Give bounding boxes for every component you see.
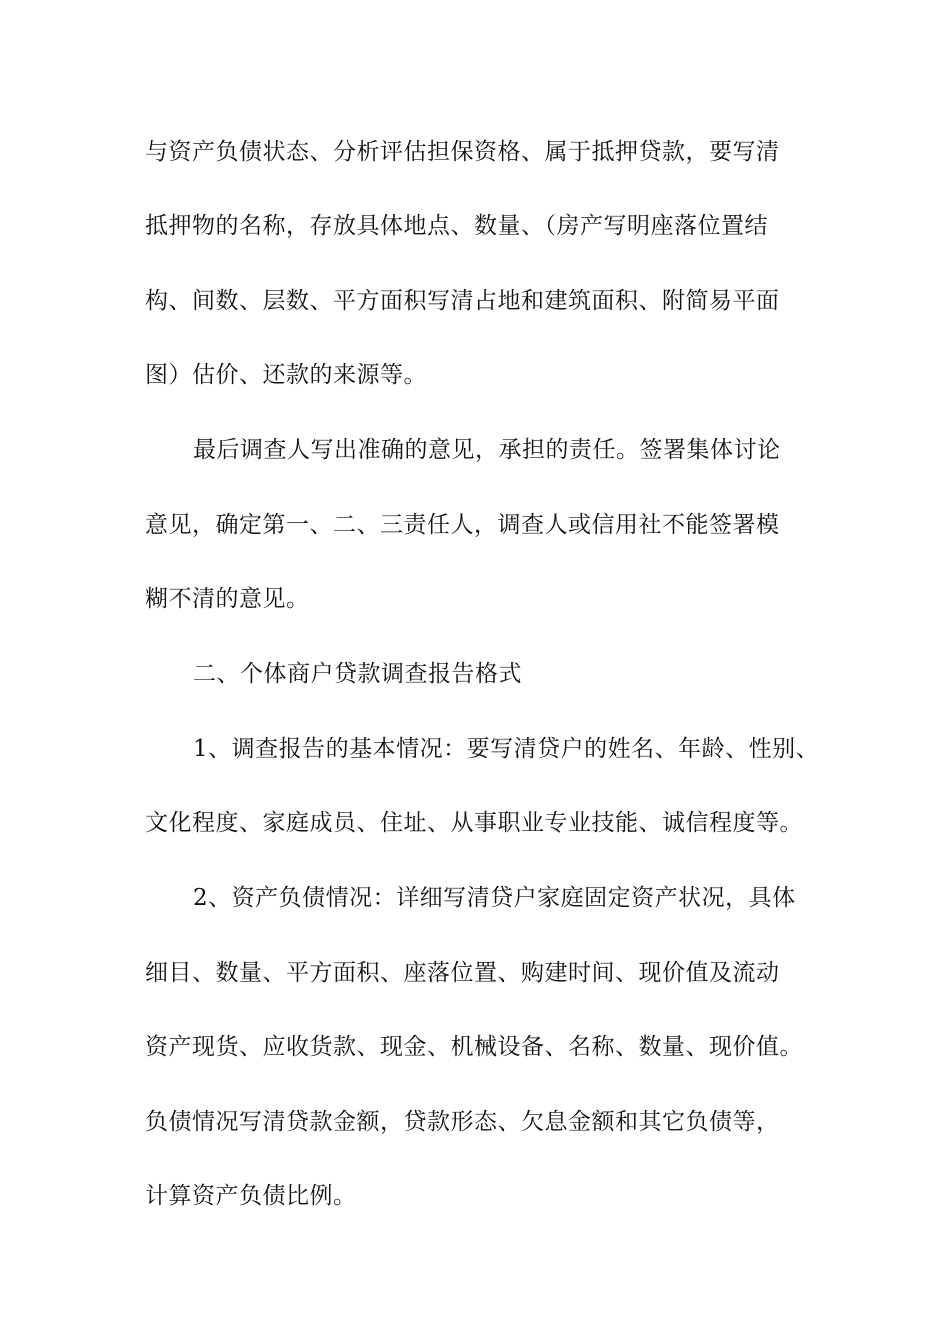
body-text-line: 糊不清的意见。 xyxy=(145,586,310,612)
body-text-line: 细目、数量、平方面积、座落位置、购建时间、现价值及流动 xyxy=(145,960,780,986)
body-text-line: 图）估价、还款的来源等。 xyxy=(145,362,427,388)
paragraph-first-line: 1、调查报告的基本情况：要写清贷户的姓名、年龄、性别、 xyxy=(193,736,820,762)
body-text-line: 抵押物的名称，存放具体地点、数量、（房产写明座落位置结 xyxy=(145,213,768,239)
body-text-line: 构、间数、层数、平方面积写清占地和建筑面积、附简易平面 xyxy=(145,288,780,314)
body-text-line: 计算资产负债比例。 xyxy=(145,1183,357,1209)
paragraph-first-line: 2、资产负债情况：详细写清贷户家庭固定资产状况，具体 xyxy=(193,885,796,911)
body-text-line: 意见，确定第一、二、三责任人，调查人或信用社不能签署模 xyxy=(145,512,780,538)
body-text-line: 资产现货、应收货款、现金、机械设备、名称、数量、现价值。 xyxy=(145,1034,803,1060)
body-text-line: 与资产负债状态、分析评估担保资格、属于抵押贷款，要写清 xyxy=(145,139,780,165)
section-heading: 二、个体商户贷款调查报告格式 xyxy=(193,661,522,687)
body-text-line: 负债情况写清贷款金额，贷款形态、欠息金额和其它负债等， xyxy=(145,1109,780,1135)
body-text-line: 文化程度、家庭成员、住址、从事职业专业技能、诚信程度等。 xyxy=(145,810,803,836)
paragraph-first-line: 最后调查人写出准确的意见，承担的责任。签署集体讨论 xyxy=(193,437,781,463)
